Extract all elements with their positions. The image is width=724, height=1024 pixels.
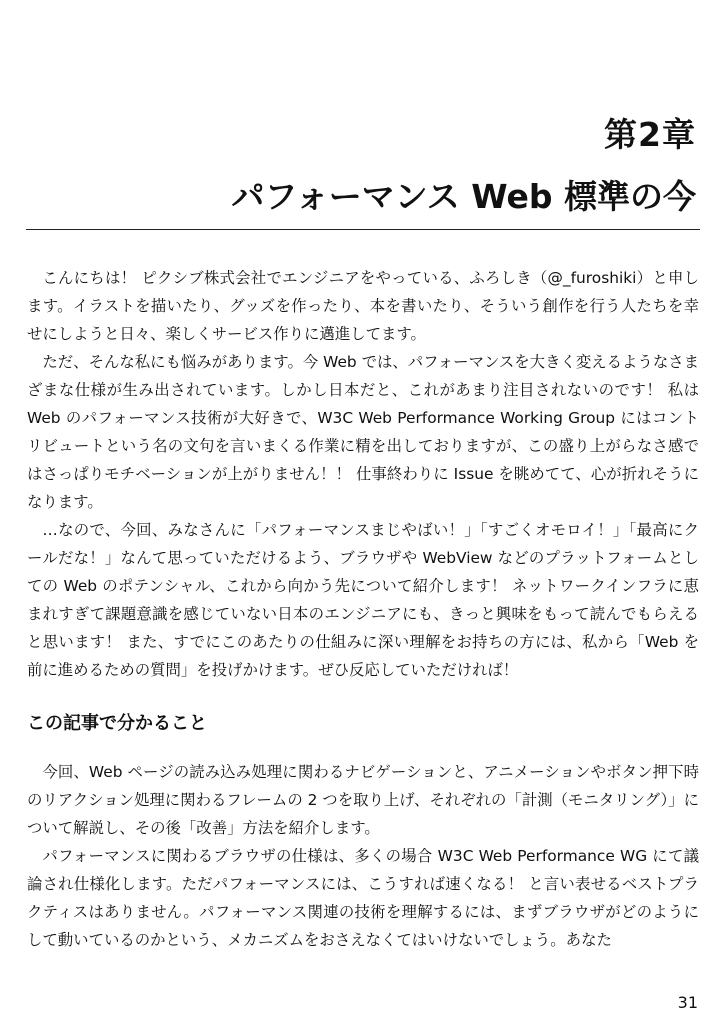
chapter-title: パフォーマンス Web 標準の今 bbox=[231, 177, 696, 216]
intro-paragraph: ただ、そんな私にも悩みがあります。今 Web では、パフォーマンスを大きく変えるようなさまざまな仕様が生み出されています。しかし日本だと、これがあまり注目されないのです！ 私は Web のパフォーマンス技術が大好きで、W3C Web Performance Working Group にはコントリビュートという名の文句を言いまくる作業に精を出しておりますが、この盛り上がらなさ感ではさっぱりモチベーションが上がりません！！ 仕事終わりに Issue を眺めてて、心が折れそうになります。 bbox=[27, 353, 699, 511]
page-number: 31 bbox=[677, 993, 698, 1012]
intro-paragraph: こんにちは！ ピクシブ株式会社でエンジニアをやっている、ふろしき（@_furoshiki）と申します。イラストを描いたり、グッズを作ったり、本を書いたり、そういう創作を行う人たちを幸せにしようと日々、楽しくサービス作りに邁進してます。 bbox=[27, 269, 699, 343]
section-text bbox=[27, 758, 699, 954]
chapter-label: 第2章 bbox=[604, 115, 696, 154]
section-paragraph: 今回、Web ページの読み込み処理に関わるナビゲーションと、アニメーションやボタン押下時のリアクション処理に関わるフレームの 2 つを取り上げ、それぞれの「計測（モニタリング）」について解説し、その後「改善」方法を紹介します。 bbox=[27, 763, 699, 837]
section-heading: この記事で分かること bbox=[27, 713, 207, 734]
section-paragraph: パフォーマンスに関わるブラウザの仕様は、多くの場合 W3C Web Performance WG にて議論され仕様化します。ただパフォーマンスには、こうすれば速くなる！ と言い表せるベストプラクティスはありません。パフォーマンス関連の技術を理解するには、まずブラウザがどのようにして動いているのかという、メカニズムをおさえなくてはいけないでしょう。あなた bbox=[27, 847, 699, 949]
title-divider bbox=[26, 229, 700, 230]
intro-text bbox=[27, 264, 699, 684]
intro-paragraph: …なので、今回、みなさんに「パフォーマンスまじやばい！」「すごくオモロイ！」「最高にクールだな！」なんて思っていただけるよう、ブラウザや WebView などのプラットフォームとしての Web のポテンシャル、これから向かう先について紹介します！ ネットワークインフラに恵まれすぎて課題意識を感じていない日本のエンジニアにも、きっと興味をもって読んでもらえると思います！ また、すでにこのあたりの仕組みに深い理解をお持ちの方には、私から「Web を前に進めるための質問」を投げかけます。ぜひ反応していただければ！ bbox=[27, 521, 699, 679]
